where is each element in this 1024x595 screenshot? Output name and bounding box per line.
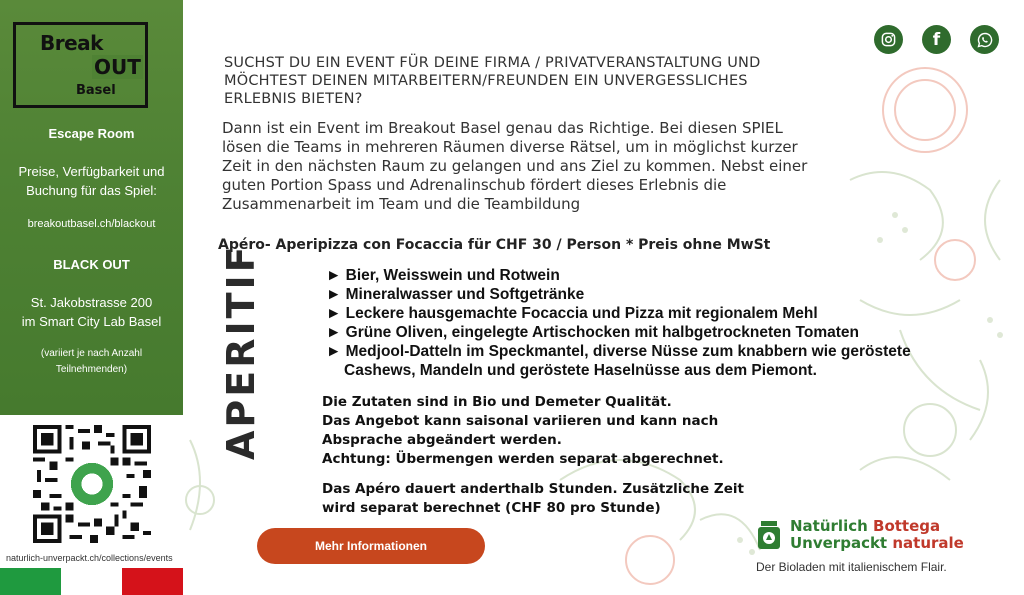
headline-line1: SUCHST DU EIN EVENT FÜR DEINE FIRMA / PRIVATVERANSTALTUNG UND: [224, 55, 761, 71]
intro-line4: guten Portion Spass und Adrenalinschub fördert dieses Erlebnis die: [222, 176, 727, 194]
sidebar: [0, 0, 183, 415]
list-item: ► Leckere hausgemachte Focaccia und Pizza mit regionalem Mehl: [326, 305, 818, 322]
brand-natuerlich: Natürlich: [790, 517, 868, 535]
breakout-logo: [13, 22, 148, 108]
italy-flag-red: [122, 568, 183, 595]
list-item-continuation-text: Cashews, Mandeln und geröstete Haselnüsse aus dem Piemont.: [344, 362, 817, 379]
jar-icon: [756, 520, 782, 550]
headline-line3: ERLEBNIS BIETEN?: [224, 91, 363, 107]
brand-naturale: naturale: [892, 534, 964, 552]
note-line: Das Angebot kann saisonal variieren und kann nach: [322, 413, 719, 429]
logo-basel-text: Basel: [76, 83, 116, 98]
intro-paragraph: [222, 119, 862, 214]
more-info-button[interactable]: Mehr Informationen: [257, 528, 485, 564]
headline-line2: MÖCHTEST DEINEN MITARBEITERN/FREUNDEN EIN UNVERGESSLICHES: [224, 73, 748, 89]
qr-url[interactable]: naturlich-unverpackt.ch/collections/events: [6, 553, 173, 563]
duration-note: [322, 480, 744, 518]
brand-bottega: Bottega: [873, 517, 941, 535]
brand-logo: [756, 517, 964, 574]
sidebar-address-line1: St. Jakobstrasse 200: [30, 295, 153, 310]
facebook-icon[interactable]: f: [922, 25, 951, 54]
whatsapp-icon[interactable]: [970, 25, 999, 54]
note-line: Absprache abgeändert werden.: [322, 432, 562, 448]
sidebar-note-line2: Teilnehmenden): [55, 364, 128, 375]
sidebar-address-line2: im Smart City Lab Basel: [21, 314, 162, 329]
sidebar-info-line2: Buchung für das Spiel:: [26, 183, 157, 198]
intro-line5: Zusammenarbeit im Team und die Teambildung: [222, 195, 581, 213]
intro-line3: Zeit in den nächsten Raum zu gelangen und ans Ziel zu kommen. Nebst einer: [222, 157, 808, 175]
intro-line1: Dann ist ein Event im Breakout Basel genau das Richtige. Bei diesen SPIEL: [222, 119, 783, 137]
logo-break-text: Break: [40, 31, 103, 55]
logo-out-text: OUT: [94, 55, 141, 79]
notes: [322, 393, 724, 469]
sidebar-note-line1: (variiert je nach Anzahl: [40, 348, 143, 359]
list-item: ► Medjool-Datteln im Speckmantel, diverse Nüsse zum knabbern wie geröstete: [326, 343, 911, 360]
note-line: Die Zutaten sind in Bio und Demeter Qualität.: [322, 394, 672, 410]
sidebar-link[interactable]: breakoutbasel.ch/blackout: [27, 218, 156, 230]
sidebar-title: Escape Room: [48, 126, 135, 141]
list-item-continuation: [326, 361, 1006, 380]
list-item: ► Mineralwasser und Softgetränke: [326, 286, 585, 303]
intro-line2: lösen die Teams in mehreren Räumen diverse Rätsel, um in möglichst kurzer: [222, 138, 798, 156]
headline: [224, 54, 844, 108]
duration-line: Das Apéro dauert anderthalb Stunden. Zusätzliche Zeit: [322, 481, 744, 497]
sidebar-game-name: BLACK OUT: [53, 257, 130, 272]
offer-title: Apéro- Aperipizza con Focaccia für CHF 30 / Person * Preis ohne MwSt: [218, 237, 771, 253]
instagram-icon[interactable]: [874, 25, 903, 54]
brand-tagline: Der Bioladen mit italienischem Flair.: [756, 560, 947, 574]
sidebar-info-line1: Preise, Verfügbarkeit und: [18, 164, 165, 179]
list-item: ► Grüne Oliven, eingelegte Artischocken mit halbgetrockneten Tomaten: [326, 324, 859, 341]
aperitif-label: APERITIF: [219, 243, 263, 460]
qr-code[interactable]: [33, 425, 151, 543]
brand-unverpackt: Unverpackt: [790, 534, 888, 552]
italy-flag-green: [0, 568, 61, 595]
list-item: ► Bier, Weisswein und Rotwein: [326, 267, 560, 284]
menu-items-list: [326, 266, 1006, 380]
duration-line: wird separat berechnet (CHF 80 pro Stunde): [322, 500, 661, 516]
note-line: Achtung: Übermengen werden separat abgerechnet.: [322, 451, 724, 467]
